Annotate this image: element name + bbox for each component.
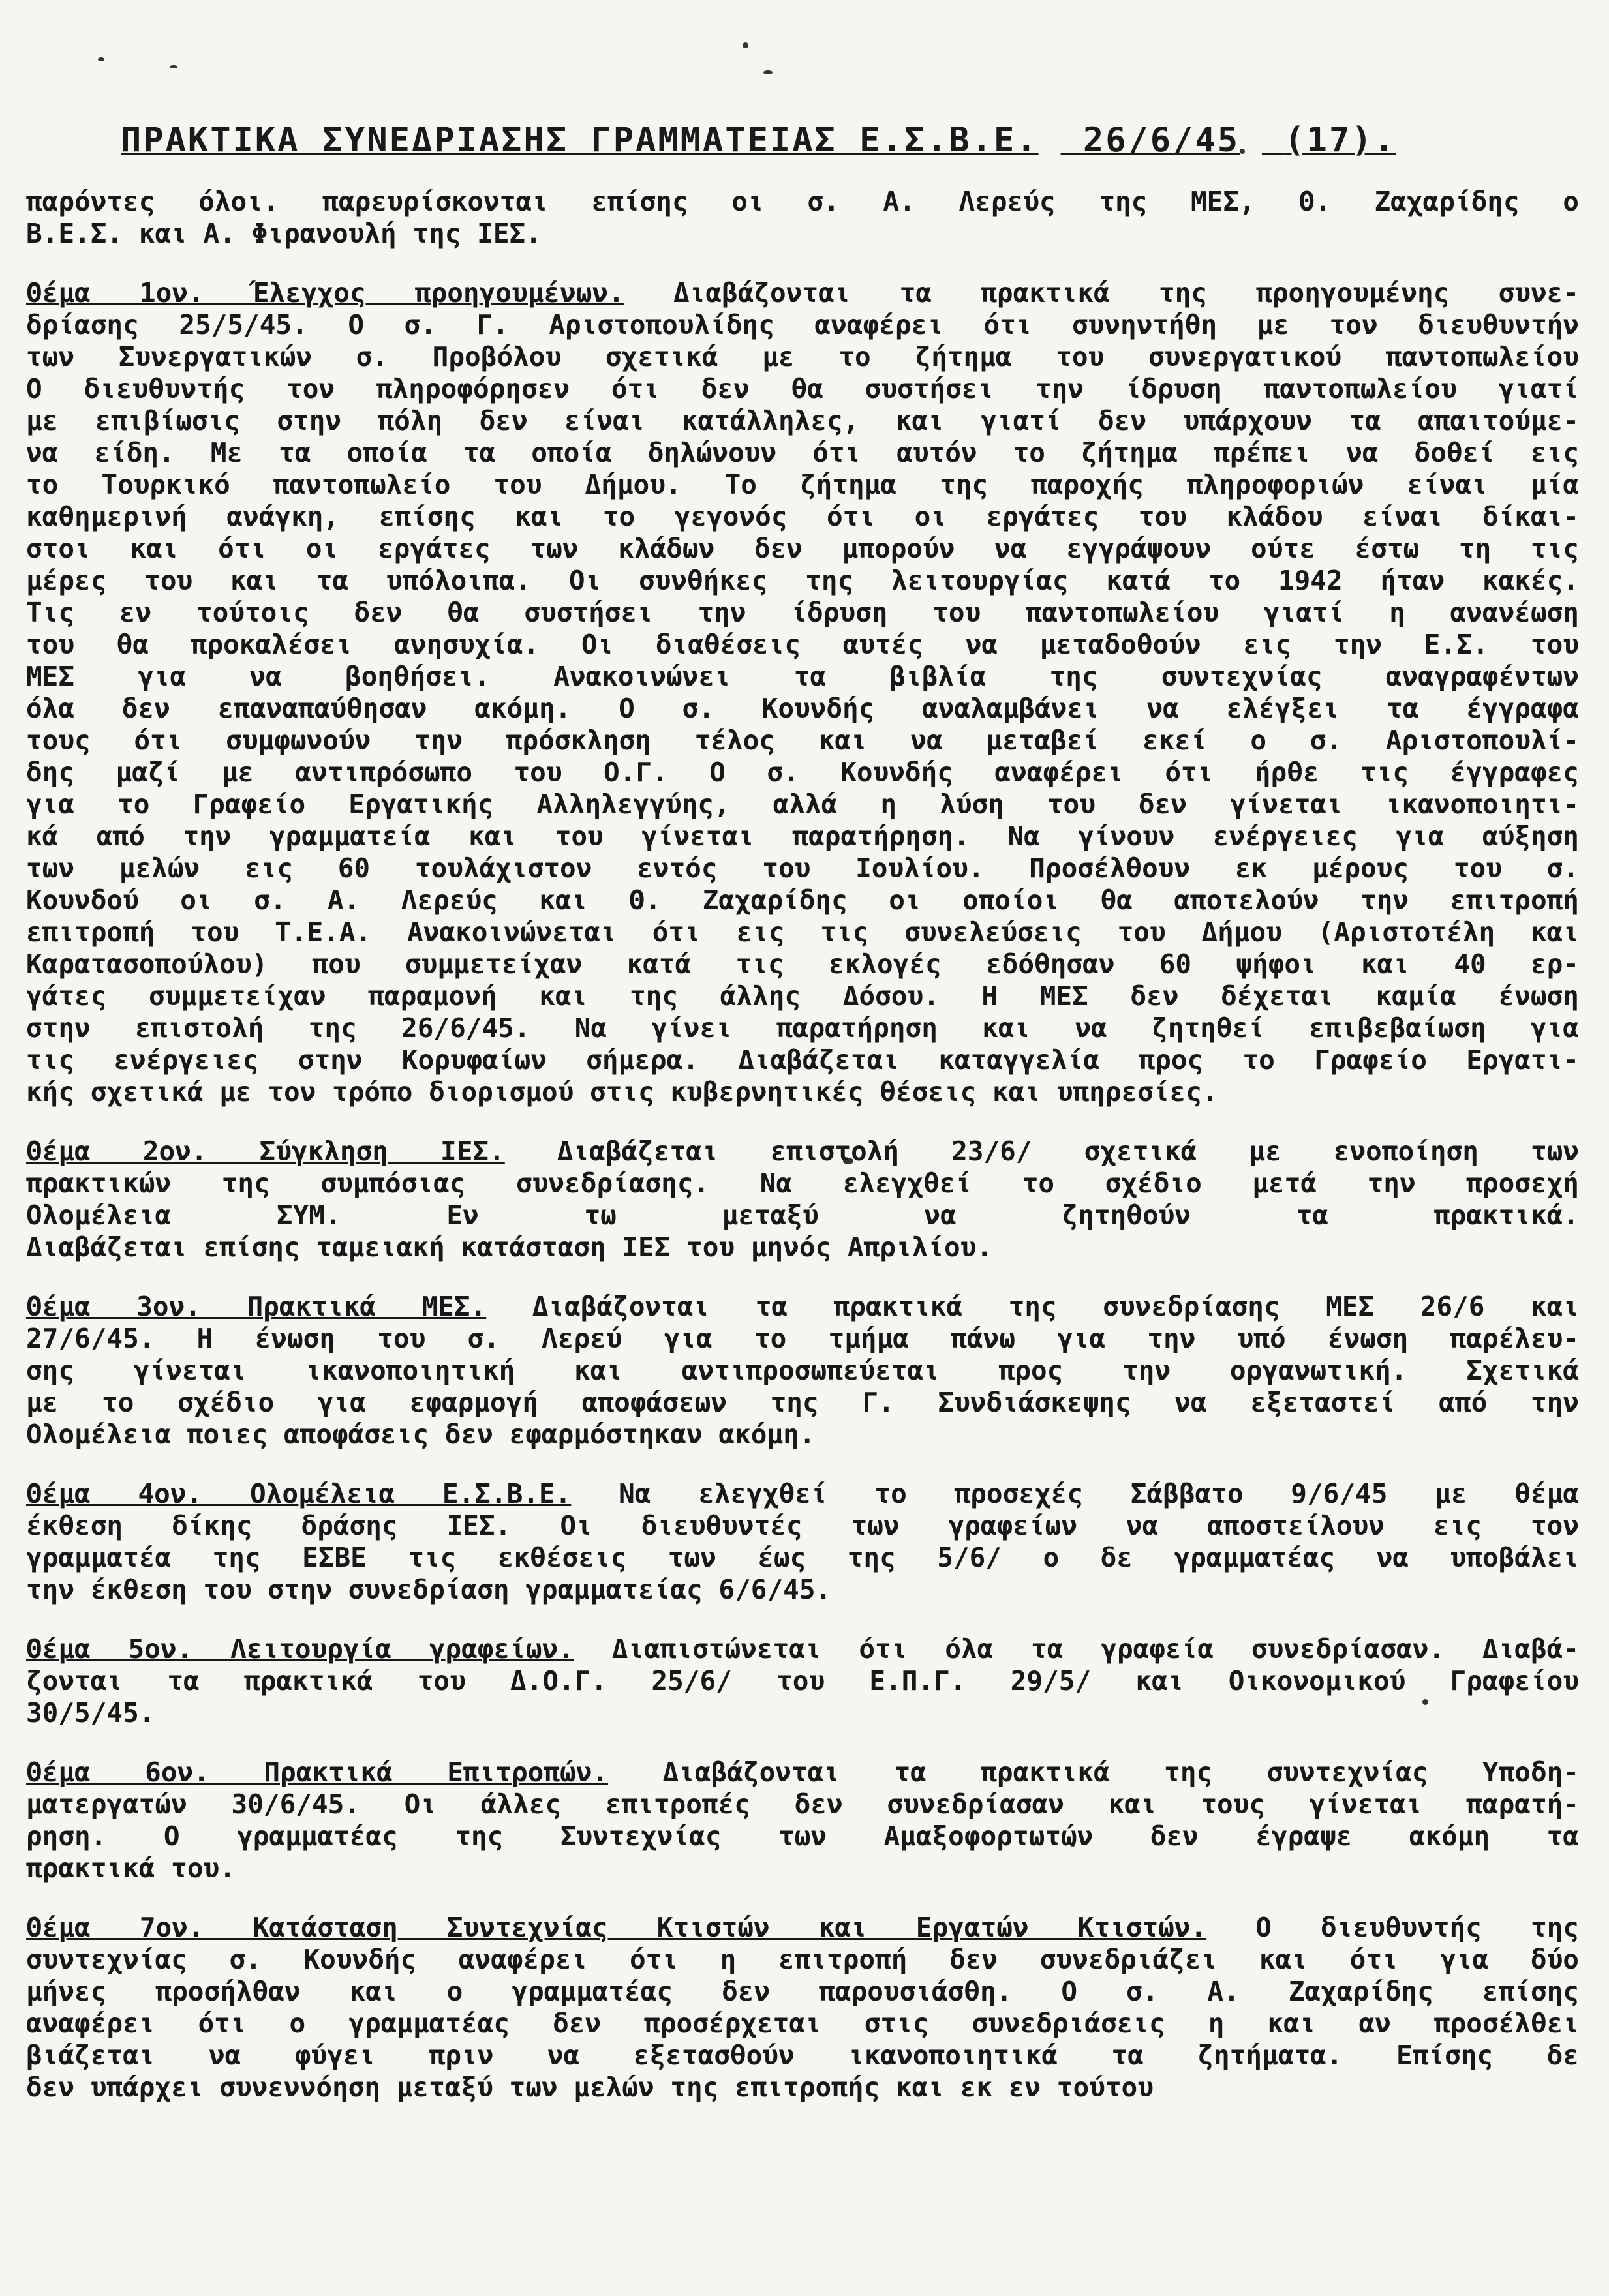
text-line — [26, 1912, 1579, 1944]
text-line — [26, 789, 1579, 821]
text-line — [26, 693, 1579, 725]
paragraph — [26, 1757, 1579, 1884]
text-line — [26, 757, 1579, 789]
line-text: για το Γραφείο Εργατικής Αλληλεγγύης, αλλά η λύση του δεν γίνεται ικανοποιητι- — [26, 789, 1579, 820]
line-text: κής σχετικά με τον τρόπο διορισμού στις κυβερνητικές θέσεις και υπηρεσίες. — [26, 1076, 1218, 1108]
line-text: την έκθεση του στην συνεδρίαση γραμματείας 6/6/45. — [26, 1574, 832, 1605]
document-header — [121, 121, 1491, 160]
text-line — [26, 1168, 1579, 1200]
section-heading: Θέμα 3ον. Πρακτικά ΜΕΣ. — [26, 1291, 487, 1322]
text-line — [26, 1757, 1579, 1789]
text-line — [26, 821, 1579, 853]
line-text: μήνες προσήλθαν και ο γραμματέας δεν παρουσιάσθη. Ο σ. Α. Ζαχαρίδης επίσης — [26, 1976, 1579, 2007]
line-text: Τις εν τούτοις δεν θα συστήσει την ίδρυση του παντοπωλείου γιατί η ανανέωση — [26, 597, 1579, 628]
line-text: στην επιστολή της 26/6/45. Να γίνει παρατήρηση και να ζητηθεί επιβεβαίωση για — [26, 1012, 1579, 1044]
line-text: Διαβάζονται τα πρακτικά της συντεχνίας Υποδη- — [662, 1757, 1579, 1788]
text-line — [26, 1633, 1579, 1665]
header-page-number: (17). — [1284, 121, 1396, 160]
line-text: μέρες του και τα υπόλοιπα. Οι συνθήκες της λειτουργίας κατά το 1942 ήταν κακές. — [26, 565, 1579, 596]
line-text: επιτροπή του Τ.Ε.Α. Ανακοινώνεται ότι εις τις συνελεύσεις του Δήμου (Αριστοτέλη και — [26, 916, 1579, 948]
text-line — [26, 1542, 1579, 1574]
line-text: Καρατασοπούλου) που συμμετείχαν κατά τις εκλογές εδόθησαν 60 ψήφοι και 40 ερ- — [26, 948, 1579, 980]
section-heading: Θέμα 4ον. Ολομέλεια Ε.Σ.Β.Ε. — [26, 1478, 572, 1509]
line-text: στοι και ότι οι εργάτες των κλάδων δεν μπορούν να εγγράψουν ούτε έστω τη τις — [26, 533, 1579, 564]
line-text: Διαβάζονται τα πρακτικά της προηγουμένης συνε- — [673, 277, 1579, 309]
paragraph — [26, 1912, 1579, 2104]
text-line — [26, 1291, 1579, 1323]
scan-speck — [763, 70, 773, 74]
text-line — [26, 1136, 1579, 1168]
paragraph — [26, 1291, 1579, 1451]
text-line — [26, 980, 1579, 1012]
line-text: Να ελεγχθεί το προσεχές Σάββατο 9/6/45 με θέμα — [619, 1478, 1579, 1509]
line-text: 27/6/45. Η ένωση του σ. Λερεύ για το τμήμα πάνω για την υπό ένωση παρέλευ- — [26, 1323, 1579, 1354]
line-text: με επιβίωσις στην πόλη δεν είναι κατάλληλες, και γιατί δεν υπάρχουν τα απαιτούμε- — [26, 405, 1579, 436]
line-text: Ο διευθυντής της — [1255, 1912, 1579, 1943]
text-line — [26, 661, 1579, 693]
line-text: δης μαζί με αντιπρόσωπο του Ο.Γ. Ο σ. Κουνδής αναφέρει ότι ήρθε τις έγγραφες — [26, 757, 1579, 788]
scan-speck — [170, 65, 177, 68]
paragraph — [26, 186, 1579, 250]
text-line — [26, 2072, 1579, 2104]
text-line — [26, 405, 1579, 437]
section-heading: Θέμα 5ον. Λειτουργία γραφείων. — [26, 1633, 574, 1665]
text-line — [26, 1323, 1579, 1355]
scan-speck — [743, 42, 748, 48]
text-line — [26, 565, 1579, 597]
text-line — [26, 1789, 1579, 1820]
paragraph — [26, 1136, 1579, 1263]
paragraph — [26, 1478, 1579, 1606]
line-text: έκθεση δίκης δράσης ΙΕΣ. Οι διευθυντές των γραφείων να αποστείλουν εις τον — [26, 1510, 1579, 1541]
section-heading: Θέμα 7ον. Κατάσταση Συντεχνίας Κτιστών και Εργατών Κτιστών. — [26, 1912, 1207, 1943]
text-line — [26, 884, 1579, 916]
line-text: όλα δεν επαναπαύθησαν ακόμη. Ο σ. Κουνδής αναλαμβάνει να ελέγξει τα έγγραφα — [26, 693, 1579, 724]
text-line — [26, 2040, 1579, 2072]
line-text: ζονται τα πρακτικά του Δ.Ο.Γ. 25/6/ του Ε.Π.Γ. 29/5/ και Οικονομικού Γραφείου — [26, 1665, 1579, 1697]
line-text: κά από την γραμματεία και του γίνεται παρατήρηση. Να γίνουν ενέργειες για αύξηση — [26, 821, 1579, 852]
line-text: Ολομέλεια ποιες αποφάσεις δεν εφαρμόστηκαν ακόμη. — [26, 1419, 816, 1450]
line-text: των μελών εις 60 τουλάχιστον εντός του Ιουλίου. Προσέλθουν εκ μέρους του σ. — [26, 853, 1579, 884]
line-text: Ολομέλεια ΣΥΜ. Εν τω μεταξύ να ζητηθούν τα πρακτικά. — [26, 1200, 1579, 1231]
text-line — [26, 1852, 1579, 1884]
line-text: Διαπιστώνεται ότι όλα τα γραφεία συνεδρίασαν. Διαβά- — [611, 1633, 1579, 1665]
scan-speck — [98, 57, 104, 61]
line-text: Διαβάζεται επίσης ταμειακή κατάσταση ΙΕΣ του μηνός Απριλίου. — [26, 1231, 993, 1263]
text-line — [26, 469, 1579, 501]
text-line — [26, 1044, 1579, 1076]
text-line — [26, 1231, 1579, 1263]
text-line — [26, 1355, 1579, 1387]
paragraph — [26, 1633, 1579, 1729]
text-line — [26, 1820, 1579, 1852]
line-text: να είδη. Με τα οποία τα οποία δηλώνουν ότι αυτόν το ζήτημα πρέπει να δοθεί εις — [26, 437, 1579, 468]
line-text: παρόντες όλοι. παρευρίσκονται επίσης οι σ. Α. Λερεύς της ΜΕΣ, Θ. Ζαχαρίδης ο — [26, 186, 1579, 217]
text-line — [26, 948, 1579, 980]
paragraph — [26, 277, 1579, 1108]
line-text: των Συνεργατικών σ. Προβόλου σχετικά με το ζήτημα του συνεργατικού παντοπωλείου — [26, 341, 1579, 372]
line-text: πρακτικά του. — [26, 1852, 236, 1884]
line-text: του θα προκαλέσει ανησυχία. Οι διαθέσεις αυτές να μεταδοθούν εις την Ε.Σ. του — [26, 629, 1579, 660]
text-line — [26, 277, 1579, 309]
header-date: 26/6/45 — [1082, 121, 1240, 160]
line-text: το Τουρκικό παντοπωλείο του Δήμου. Το ζήτημα της παροχής πληροφοριών είναι μία — [26, 469, 1579, 500]
line-text: ματεργατών 30/6/45. Οι άλλες επιτροπές δεν συνεδρίασαν και τους γίνεται παρατή- — [26, 1789, 1579, 1820]
text-line — [26, 2008, 1579, 2040]
text-line — [26, 437, 1579, 469]
text-line — [26, 1076, 1579, 1108]
text-line — [26, 1012, 1579, 1044]
section-heading: Θέμα 2ον. Σύγκληση ΙΕΣ. — [26, 1136, 505, 1167]
line-text: ΜΕΣ για να βοηθήσει. Ανακοινώνει τα βιβλία της συντεχνίας αναγραφέντων — [26, 661, 1579, 692]
text-line — [26, 1387, 1579, 1419]
line-text: γραμματέα της ΕΣΒΕ τις εκθέσεις των έως της 5/6/ ο δε γραμματέας να υποβάλει — [26, 1542, 1579, 1573]
text-line — [26, 186, 1579, 218]
text-line — [26, 1419, 1579, 1451]
line-text: 30/5/45. — [26, 1697, 155, 1729]
line-text: με το σχέδιο για εφαρμογή αποφάσεων της Γ. Συνδιάσκεψης να εξεταστεί από την — [26, 1387, 1579, 1418]
text-line — [26, 1697, 1579, 1729]
section-heading: Θέμα 1ον. Έλεγχος προηγουμένων. — [26, 277, 624, 309]
line-text: ρηση. Ο γραμματέας της Συντεχνίας των Αμαξοφορτωτών δεν έγραψε ακόμη τα — [26, 1820, 1579, 1852]
text-line — [26, 501, 1579, 533]
text-line — [26, 309, 1579, 341]
text-line — [26, 597, 1579, 629]
text-line — [26, 373, 1579, 405]
text-line — [26, 1510, 1579, 1542]
text-line — [26, 629, 1579, 661]
text-line — [26, 853, 1579, 884]
line-text: Β.Ε.Σ. και Α. Φιρανουλή της ΙΕΣ. — [26, 218, 542, 249]
line-text: Ο διευθυντής τον πληροφόρησεν ότι δεν θα συστήσει την ίδρυση παντοπωλείου γιατί — [26, 373, 1579, 404]
text-line — [26, 1665, 1579, 1697]
line-text: τις ενέργειες στην Κορυφαίων σήμερα. Διαβάζεται καταγγελία προς το Γραφείο Εργατι- — [26, 1044, 1579, 1076]
section-heading: Θέμα 6ον. Πρακτικά Επιτροπών. — [26, 1757, 609, 1788]
text-line — [26, 916, 1579, 948]
text-line — [26, 1944, 1579, 1976]
line-text: καθημερινή ανάγκη, επίσης και το γεγονός ότι οι εργάτες του κλάδου είναι δίκαι- — [26, 501, 1579, 532]
text-line — [26, 218, 1579, 250]
text-line — [26, 533, 1579, 565]
line-text: δεν υπάρχει συνεννόηση μεταξύ των μελών της επιτροπής και εκ εν τούτου — [26, 2072, 1154, 2103]
line-text: συντεχνίας σ. Κουνδής αναφέρει ότι η επιτροπή δεν συνεδριάζει και ότι για δύο — [26, 1944, 1579, 1975]
line-text: σης γίνεται ικανοποιητική και αντιπροσωπεύεται προς την οργανωτική. Σχετικά — [26, 1355, 1579, 1386]
text-line — [26, 341, 1579, 373]
text-line — [26, 1976, 1579, 2008]
line-text: τους ότι συμφωνούν την πρόσκληση τέλος και να μεταβεί εκεί ο σ. Αριστοπουλί- — [26, 725, 1579, 756]
text-line — [26, 1200, 1579, 1231]
line-text: Κουνδού οι σ. Α. Λερεύς και Θ. Ζαχαρίδης οι οποίοι θα αποτελούν την επιτροπή — [26, 884, 1579, 916]
line-text: Διαβάζεται επιστολή 23/6/ σχετικά με ενοποίηση των — [557, 1136, 1579, 1167]
text-line — [26, 725, 1579, 757]
document-body — [26, 186, 1579, 2131]
line-text: πρακτικών της συμπόσιας συνεδρίασης. Να ελεγχθεί το σχέδιο μετά την προσεχή — [26, 1168, 1579, 1199]
line-text: δρίασης 25/5/45. Ο σ. Γ. Αριστοπουλίδης αναφέρει ότι συνηντήθη με τον διευθυντήν — [26, 309, 1579, 340]
line-text: Διαβάζονται τα πρακτικά της συνεδρίασης ΜΕΣ 26/6 και — [532, 1291, 1579, 1322]
line-text: βιάζεται να φύγει πριν να εξετασθούν ικανοποιητικά τα ζητήματα. Επίσης δε — [26, 2040, 1579, 2071]
text-line — [26, 1574, 1579, 1606]
line-text: γάτες συμμετείχαν παραμονή και της άλλης Δόσου. Η ΜΕΣ δεν δέχεται καμία ένωση — [26, 980, 1579, 1012]
line-text: αναφέρει ότι ο γραμματέας δεν προσέρχεται στις συνεδριάσεις η και αν προσέλθει — [26, 2008, 1579, 2039]
text-line — [26, 1478, 1579, 1510]
header-title: ΠΡΑΚΤΙΚΑ ΣΥΝΕΔΡΙΑΣΗΣ ΓΡΑΜΜΑΤΕΙΑΣ Ε.Σ.Β.Ε. — [121, 121, 1039, 160]
